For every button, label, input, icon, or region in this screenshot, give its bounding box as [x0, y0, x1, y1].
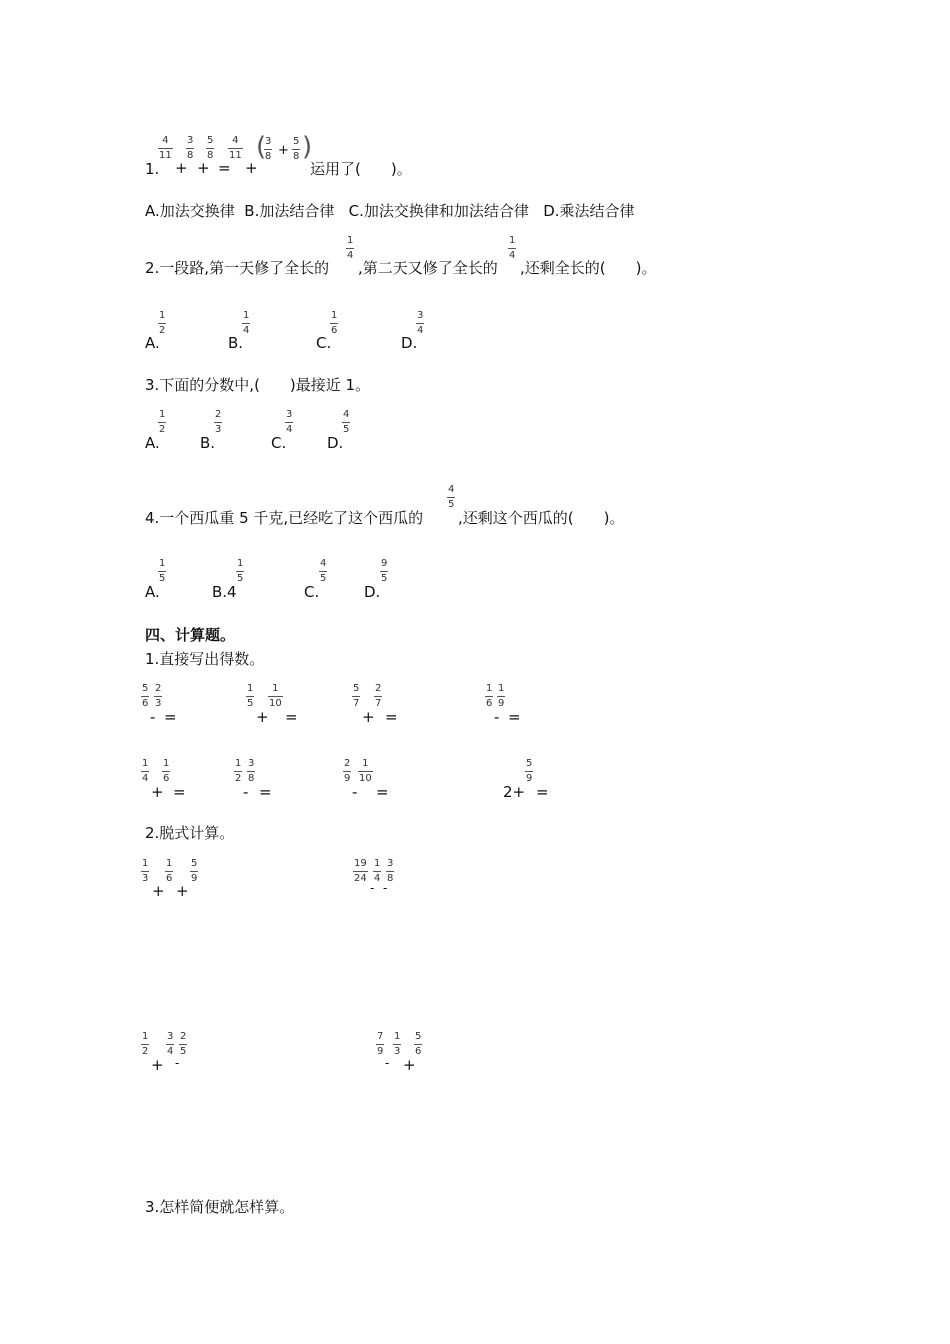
option-label: D. — [364, 583, 381, 601]
equals: = — [259, 783, 272, 801]
operator: - — [352, 783, 358, 801]
question-text: 运用了( )。 — [310, 160, 412, 178]
question-text: ,还剩这个西瓜的( )。 — [458, 509, 625, 527]
fraction: 1 9 — [498, 683, 505, 709]
fraction: 1 5 — [237, 558, 244, 584]
fraction: 5 9 — [526, 758, 533, 784]
question-text: 3.下面的分数中,( )最接近 1。 — [145, 376, 371, 394]
operator: + — [175, 159, 188, 177]
fraction: 4 5 — [448, 484, 455, 510]
fraction: 5 7 — [353, 683, 360, 709]
fraction: 7 9 — [377, 1031, 384, 1057]
fraction: 4 11 — [229, 135, 242, 161]
equals: = — [376, 783, 389, 801]
option-label: D. — [401, 334, 418, 352]
fraction: 3 8 — [265, 136, 272, 162]
question-text: ,还剩全长的( )。 — [520, 259, 657, 277]
operator: + — [278, 143, 289, 158]
fraction: 1 6 — [163, 758, 170, 784]
fraction: 1 6 — [486, 683, 493, 709]
equals: = — [173, 783, 186, 801]
fraction: 3 8 — [387, 858, 394, 884]
operator: + — [176, 882, 189, 900]
operator: = — [218, 159, 231, 177]
fraction: 4 11 — [159, 135, 172, 161]
fraction: 1 2 — [159, 310, 166, 336]
option-label: B.4 — [212, 583, 237, 601]
fraction: 5 8 — [293, 136, 300, 162]
fraction: 1 3 — [394, 1031, 401, 1057]
operator: - — [243, 783, 249, 801]
operator: + — [152, 882, 165, 900]
subsection-title: 3.怎样简便就怎样算。 — [145, 1198, 295, 1216]
fraction: 1 2 — [142, 1031, 149, 1057]
operator: + — [403, 1056, 416, 1074]
fraction: 2 7 — [375, 683, 382, 709]
fraction: 5 6 — [142, 683, 149, 709]
equals: = — [285, 708, 298, 726]
option-label: B. — [228, 334, 244, 352]
equals: = — [536, 783, 549, 801]
operator: - — [175, 1056, 180, 1070]
fraction: 5 9 — [191, 858, 198, 884]
lead-term: 2+ — [503, 783, 526, 801]
fraction: 5 6 — [415, 1031, 422, 1057]
fraction: 4 5 — [320, 558, 327, 584]
operator: + — [151, 1056, 164, 1074]
fraction: 1 10 — [359, 758, 372, 784]
fraction: 2 3 — [215, 409, 222, 435]
operator: + — [362, 708, 375, 726]
operator: - — [385, 1056, 390, 1070]
fraction: 1 4 — [243, 310, 250, 336]
option-label: C. — [316, 334, 332, 352]
operator: - — [494, 708, 500, 726]
fraction: 1 6 — [166, 858, 173, 884]
option-label: A. — [145, 583, 160, 601]
fraction: 2 3 — [155, 683, 162, 709]
option-label: C. — [304, 583, 320, 601]
fraction: 1 4 — [374, 858, 381, 884]
fraction: 1 6 — [331, 310, 338, 336]
question-text: 4.一个西瓜重 5 千克,已经吃了这个西瓜的 — [145, 509, 424, 527]
fraction: 2 9 — [344, 758, 351, 784]
fraction: 1 4 — [142, 758, 149, 784]
equals: = — [385, 708, 398, 726]
operator: - — [383, 881, 388, 895]
fraction: 3 4 — [286, 409, 293, 435]
fraction: 1 10 — [269, 683, 282, 709]
paren-open: ( — [256, 132, 267, 162]
fraction: 9 5 — [381, 558, 388, 584]
fraction: 1 4 — [509, 235, 516, 261]
fraction: 3 4 — [167, 1031, 174, 1057]
equals: = — [164, 708, 177, 726]
options-line: A.加法交换律 B.加法结合律 C.加法交换律和加法结合律 D.乘法结合律 — [145, 202, 635, 220]
section-title: 四、计算题。 — [145, 626, 236, 644]
option-label: A. — [145, 434, 160, 452]
question-number: 1. — [145, 160, 160, 178]
operator: + — [256, 708, 269, 726]
fraction: 3 4 — [417, 310, 424, 336]
fraction: 1 2 — [235, 758, 242, 784]
fraction: 1 2 — [159, 409, 166, 435]
operator: + — [197, 159, 210, 177]
question-text: ,第二天又修了全长的 — [358, 259, 498, 277]
fraction: 1 5 — [247, 683, 254, 709]
option-label: A. — [145, 334, 160, 352]
fraction: 2 5 — [180, 1031, 187, 1057]
fraction: 1 4 — [347, 235, 354, 261]
operator: + — [151, 783, 164, 801]
equals: = — [508, 708, 521, 726]
fraction: 4 5 — [343, 409, 350, 435]
fraction: 3 8 — [248, 758, 255, 784]
question-text: 2.一段路,第一天修了全长的 — [145, 259, 330, 277]
subsection-title: 1.直接写出得数。 — [145, 650, 265, 668]
paren-close: ) — [302, 132, 313, 162]
operator: + — [245, 159, 258, 177]
operator: - — [370, 881, 375, 895]
option-label: C. — [271, 434, 287, 452]
fraction: 1 3 — [142, 858, 149, 884]
fraction: 5 8 — [207, 135, 214, 161]
subsection-title: 2.脱式计算。 — [145, 824, 235, 842]
fraction: 3 8 — [187, 135, 194, 161]
option-label: B. — [200, 434, 216, 452]
fraction: 19 24 — [354, 858, 367, 884]
fraction: 1 5 — [159, 558, 166, 584]
operator: - — [150, 708, 156, 726]
option-label: D. — [327, 434, 344, 452]
